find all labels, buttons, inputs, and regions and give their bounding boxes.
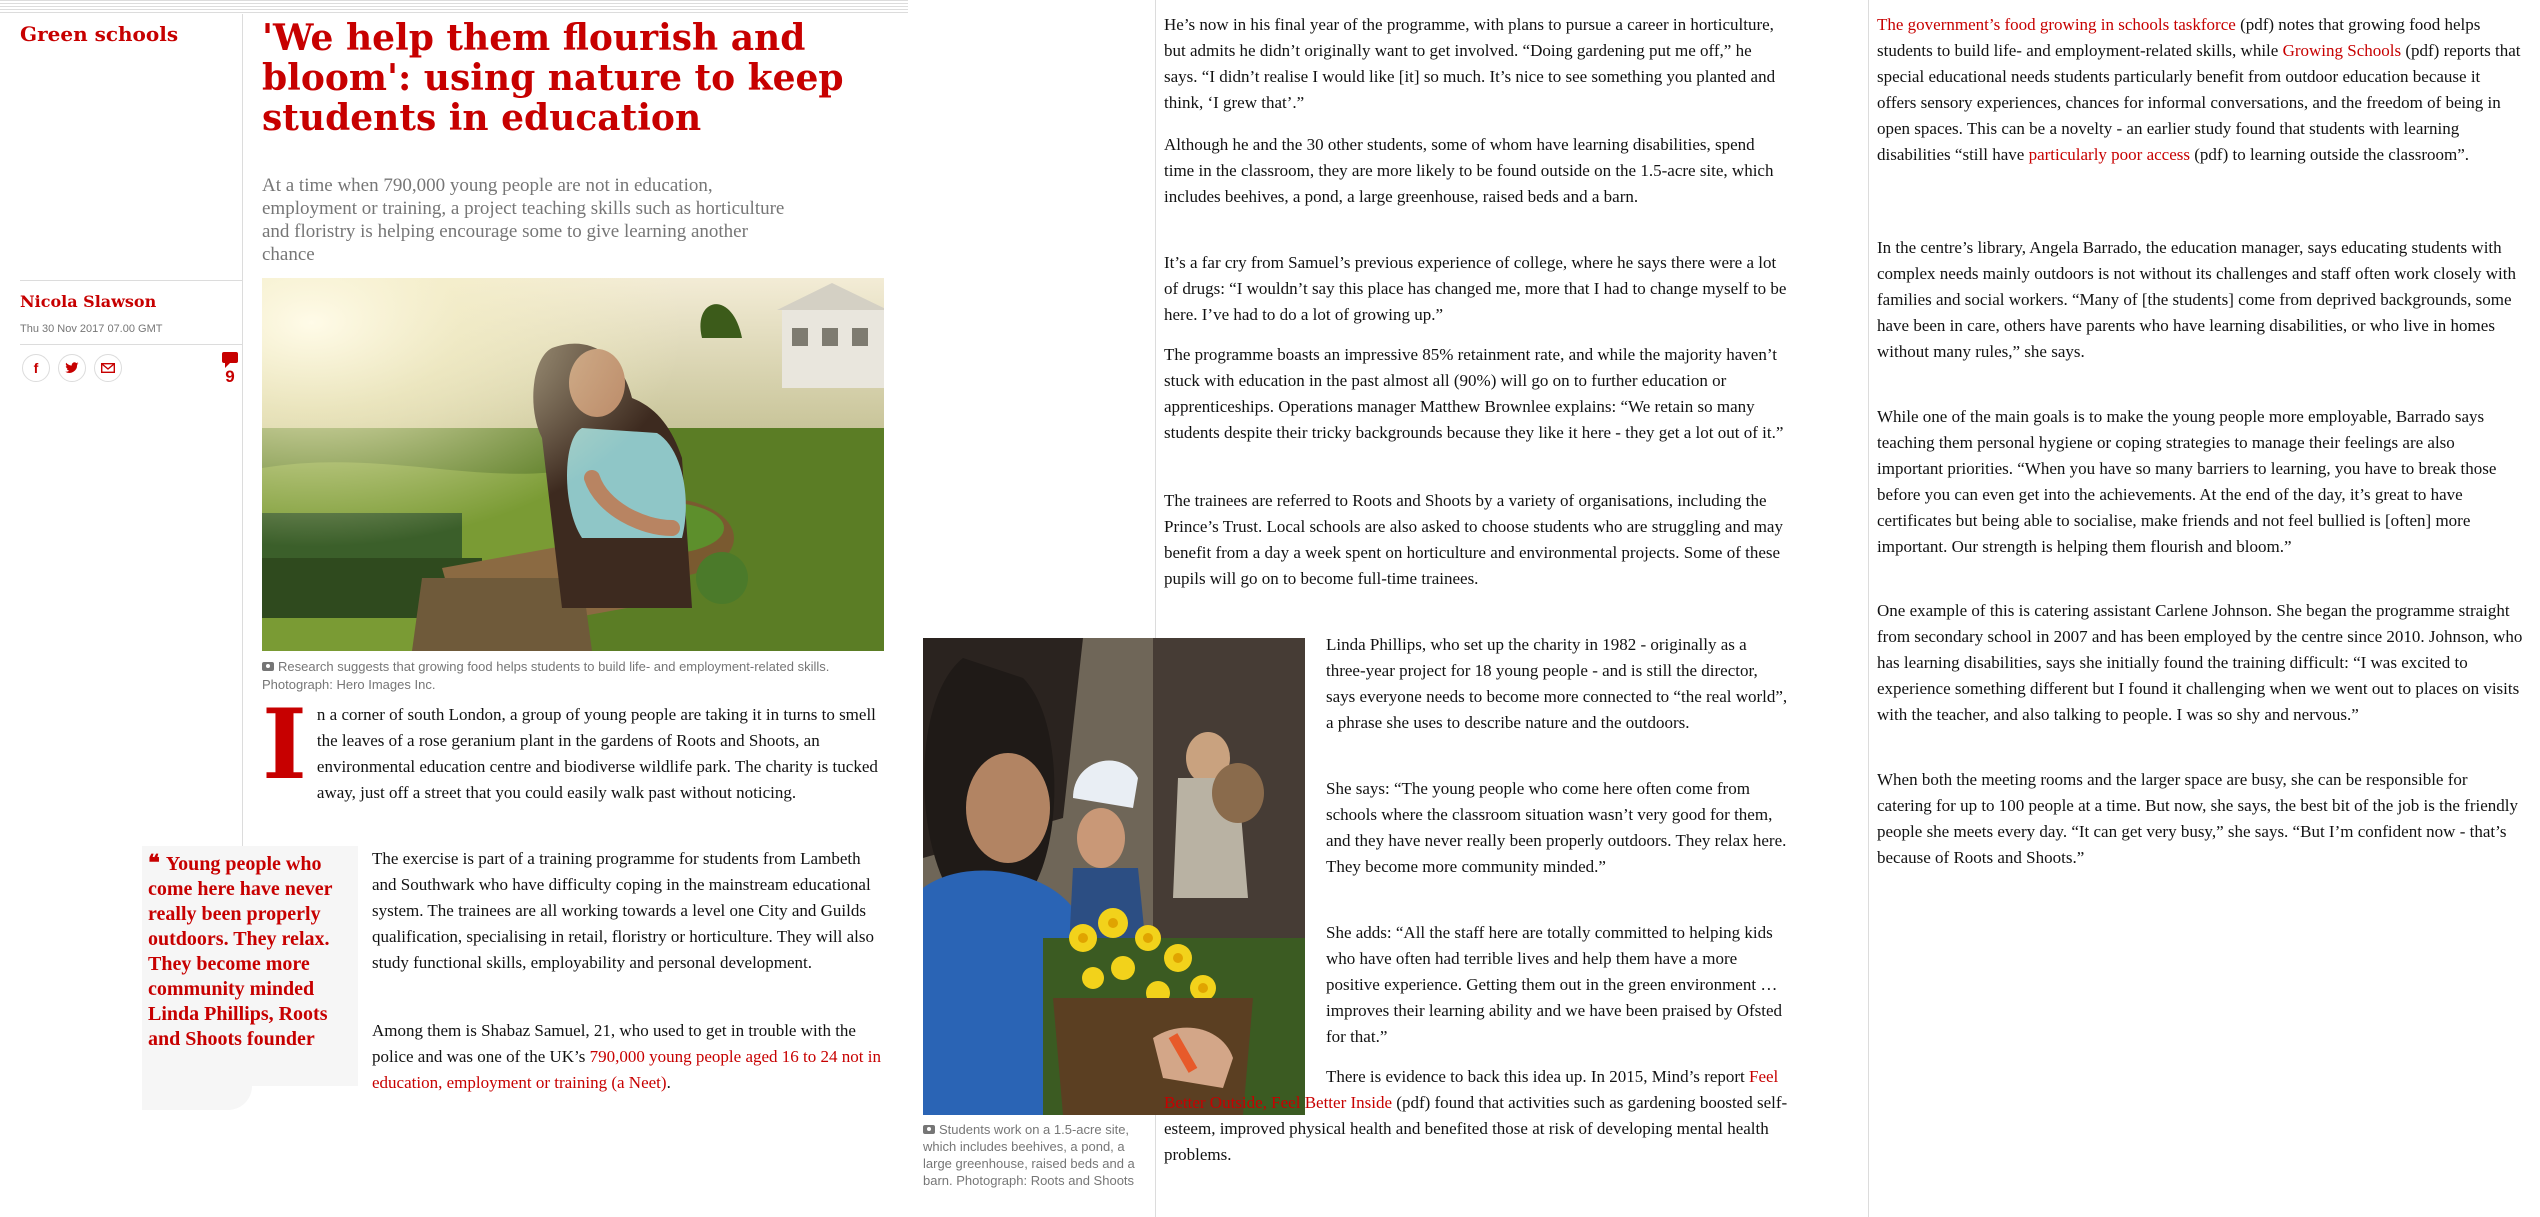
article-intro xyxy=(262,688,882,806)
poor-access-link[interactable]: particularly poor access xyxy=(2028,145,2190,164)
paragraph: n a corner of south London, a group of young people are taking it in turns to smell the leaves of a rose geranium plant in the gardens of Roots and Shoots, an environmental education centre and biodiverse wildlife park. The charity is tucked away, just off a street that you could easily walk past without noticing. xyxy=(316,705,878,802)
comment-count[interactable] xyxy=(218,352,242,387)
camera-icon xyxy=(923,1125,935,1134)
author-link[interactable]: Nicola Slawson xyxy=(20,292,157,311)
students-photo xyxy=(923,638,1305,1115)
paragraph: While one of the main goals is to make the young people more employable, Barrado says teaching them personal hygiene or coping strategies to manage their feelings are also important priorities. “When you have so many barriers to learning, you have to break those before you can even get into the achievements. At the end of the day, it’s great to have certificates but being able to socialise, make friends and not feel bullied is [often] more important. Our strength is helping them flourish and bloom.” xyxy=(1877,407,2497,556)
growing-schools-link[interactable]: Growing Schools xyxy=(2282,41,2402,60)
hero-image xyxy=(262,278,884,651)
standfirst: At a time when 790,000 young people are not in education, employment or training, a project teaching skills such as horticulture and floristry is helping encourage some to give learning another chance xyxy=(262,175,785,265)
neet-link[interactable]: 790,000 young people aged 16 to 24 not in education, employment or training (a Neet) xyxy=(372,1047,881,1092)
column-divider xyxy=(1868,0,1869,1217)
twitter-bird-icon xyxy=(65,362,79,374)
paragraph: She adds: “All the staff here are totally committed to helping kids who have often had terrible lives and help them have a more positive experience. Getting them out in the green environment … improves their learning ability and we have been praised by Ofsted for that.” xyxy=(1326,923,1783,1046)
paragraph: The programme boasts an impressive 85% retainment rate, and while the majority haven’t stuck with education in the past almost all (90%) will go on to further education or apprenticeships. Operations manager Matthew Brownlee explains: “We retain so many students despite their tricky backgrounds because they like it here - they get a lot out of it.” xyxy=(1164,345,1784,442)
meta-column xyxy=(20,14,243,914)
drop-cap: I xyxy=(262,688,307,801)
envelope-icon xyxy=(101,363,115,373)
paragraph: In the centre’s library, Angela Barrado, the education manager, says educating students with complex needs mainly outdoors is not without its challenges and staff often work closely with families and social workers. “Many of [the students] come from deprived backgrounds, some have been in care, others have parents who have learning disabilities, or who live in homes without many rules,” she says. xyxy=(1877,238,2516,361)
paragraph: It’s a far cry from Samuel’s previous experience of college, where he says there were a lot of drugs: “I wouldn’t say this place has changed me, more that I had to change myself to be here. I’ve had to do a lot of growing up.” xyxy=(1164,253,1787,324)
paragraph: The government’s food growing in schools taskforce (pdf) notes that growing food helps students to build life- and employment-related skills, while Growing Schools (pdf) reports that special educational needs students particularly benefit from outdoor education because it offers sensory experiences, chances for informal conversations, and the freedom of being in open spaces. This can be a novelty - an earlier study found that students with learning disabilities “still have particularly poor access (pdf) to learning outside the classroom”. xyxy=(1877,15,2521,164)
paragraph: The exercise is part of a training programme for students from Lambeth and Southwark who have difficulty coping in the mainstream educational system. The trainees are all working towards a level one City and Guilds qualification, specialising in retail, floristry or horticulture. They will also study functional skills, employability and personal development. xyxy=(372,849,875,972)
publish-date: Thu 30 Nov 2017 07.00 GMT xyxy=(20,323,163,335)
paragraph: There is evidence to back this idea up. In 2015, Mind’s report Feel Better Outside, Feel Better Inside (pdf) found that activities such as gardening boosted self-esteem, improved physical health and benefited those at risk of developing mental health problems. xyxy=(1164,1067,1788,1164)
quote-icon: ❝ xyxy=(148,850,160,875)
paragraph: One example of this is catering assistant Carlene Johnson. She began the programme straight from secondary school in 2007 and has been employed by the centre since 2010. Johnson, who has learning disabilities, says she initially found the training difficult: “I was excited to experience something different but I found it challenging when we went out to places on visits with the teacher, and also talking to people. I was so shy and nervous.” xyxy=(1877,601,2523,724)
divider xyxy=(20,280,242,281)
students-photo-caption: Students work on a 1.5-acre site, which includes beehives, a pond, a large greenhouse, raised beds and a barn. Photograph: Roots and Shoots xyxy=(923,1122,1135,1188)
twitter-icon[interactable] xyxy=(58,354,86,382)
paragraph: When both the meeting rooms and the larger space are busy, she can be responsible for catering for up to 100 people at a time. But now, she says, the best bit of the job is the friendly people she meets every day. “It can get very busy,” she says. “But I’m confident now - that’s because of Roots and Shoots.” xyxy=(1877,770,2518,867)
paragraph: Although he and the 30 other students, some of whom have learning disabilities, spend time in the classroom, they are more likely to be found outside on the 1.5-acre site, which includes beehives, a pond, a large greenhouse, raised beds and a barn. xyxy=(1164,135,1774,206)
paragraph: The trainees are referred to Roots and Shoots by a variety of organisations, including the Prince’s Trust. Local schools are also asked to choose students who are struggling and may benefit from a day a week spent on horticulture and environmental projects. Some of these pupils will go on to become full-time trainees. xyxy=(1164,491,1783,588)
email-icon[interactable] xyxy=(94,354,122,382)
header-rules xyxy=(0,0,908,14)
comment-count-value: 9 xyxy=(225,367,235,386)
comment-icon xyxy=(222,352,238,363)
headline: 'We help them flourish and bloom': using nature to keep students in education xyxy=(262,17,844,139)
section-link[interactable]: Green schools xyxy=(20,22,179,46)
camera-icon xyxy=(262,662,274,671)
mind-report-link[interactable]: Feel Better Outside, Feel Better Inside xyxy=(1164,1067,1779,1112)
paragraph: She says: “The young people who come here often come from schools where the classroom situation wasn’t very good for them, and they have never really been properly outdoors. They relax here. They become more community minded.” xyxy=(1326,779,1787,876)
pullquote: ❝ Young people who come here have never really been properly outdoors. They relax. They become more community minded Linda Phillips, Roots and Shoots founder xyxy=(148,850,333,1050)
paragraph: Linda Phillips, who set up the charity in 1982 - originally as a three-year project for 18 young people - and is still the director, says everyone needs to become more connected to “the real world”, a phrase she uses to describe nature and the outdoors. xyxy=(1326,635,1788,732)
hero-caption: Research suggests that growing food helps students to build life- and employment-related skills. Photograph: Hero Images Inc. xyxy=(262,659,830,692)
paragraph: He’s now in his final year of the programme, with plans to pursue a career in horticulture, but admits he didn’t originally want to get involved. “Doing gardening put me off,” he says. “I didn’t realise I would like [it] so much. It’s nice to see something you planted and think, ‘I grew that’.” xyxy=(1164,15,1776,112)
pullquote-tail xyxy=(142,1086,252,1110)
divider xyxy=(20,344,242,345)
taskforce-link[interactable]: The government’s food growing in schools taskforce xyxy=(1877,15,2236,34)
paragraph: Among them is Shabaz Samuel, 21, who used to get in trouble with the police and was one of the UK’s 790,000 young people aged 16 to 24 not in education, employment or training (a Neet). xyxy=(372,1021,881,1092)
facebook-icon[interactable]: f xyxy=(22,354,50,382)
